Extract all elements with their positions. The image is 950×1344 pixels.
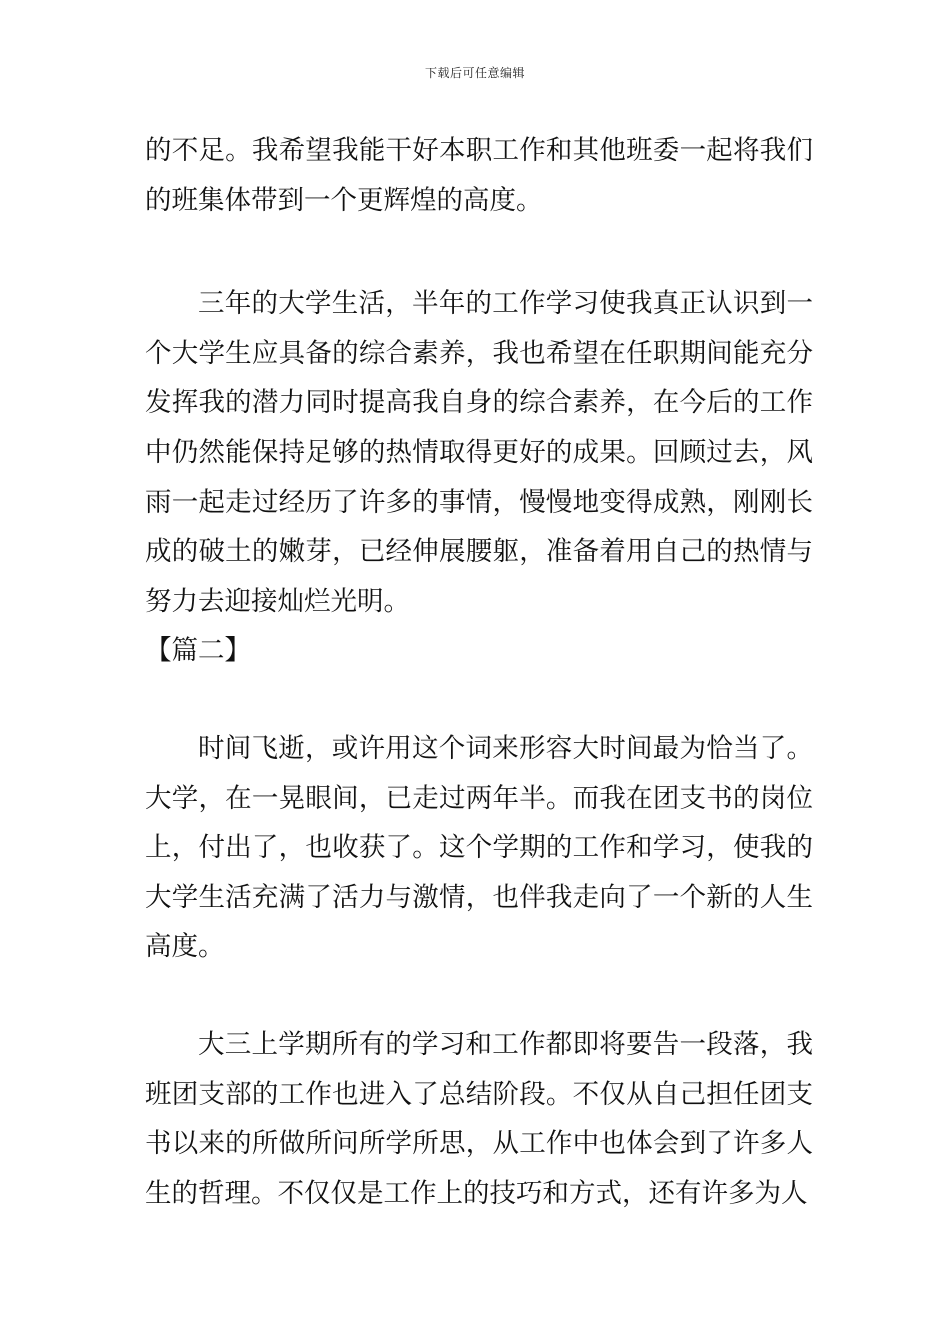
paragraph-time-flies: 时间飞逝，或许用这个词来形容大时间最为恰当了。大学，在一晃眼间，已走过两年半。而我在团支书的岗位上，付出了，也收获了。这个学期的工作和学习，使我的大学生活充满了活力与激情，也伴我走向了一个新的人生高度。 (145, 732, 813, 963)
section-title: 【篇二】 (145, 635, 251, 667)
paragraph-continuation: 的不足。我希望我能干好本职工作和其他班委一起将我们的班集体带到一个更辉煌的高度。 (145, 135, 813, 216)
paragraph-summary-stage: 大三上学期所有的学习和工作都即将要告一段落，我班团支部的工作也进入了总结阶段。不仅从自己担任团支书以来的所做所问所学所思，从工作中也体会到了许多人生的哲理。不仅仅是工作上的技巧和方式，还有许多为人 (145, 1028, 813, 1209)
paragraph-university-life: 三年的大学生活，半年的工作学习使我真正认识到一个大学生应具备的综合素养，我也希望在任职期间能充分发挥我的潜力同时提高我自身的综合素养，在今后的工作中仍然能保持足够的热情取得更好的成果。回顾过去，风雨一起走过经历了许多的事情，慢慢地变得成熟，刚刚长成的破土的嫩芽，已经伸展腰躯，准备着用自己的热情与努力去迎接灿烂光明。 (145, 288, 813, 617)
page-header: 下载后可任意编辑 (424, 66, 525, 80)
document-body (145, 126, 813, 1218)
